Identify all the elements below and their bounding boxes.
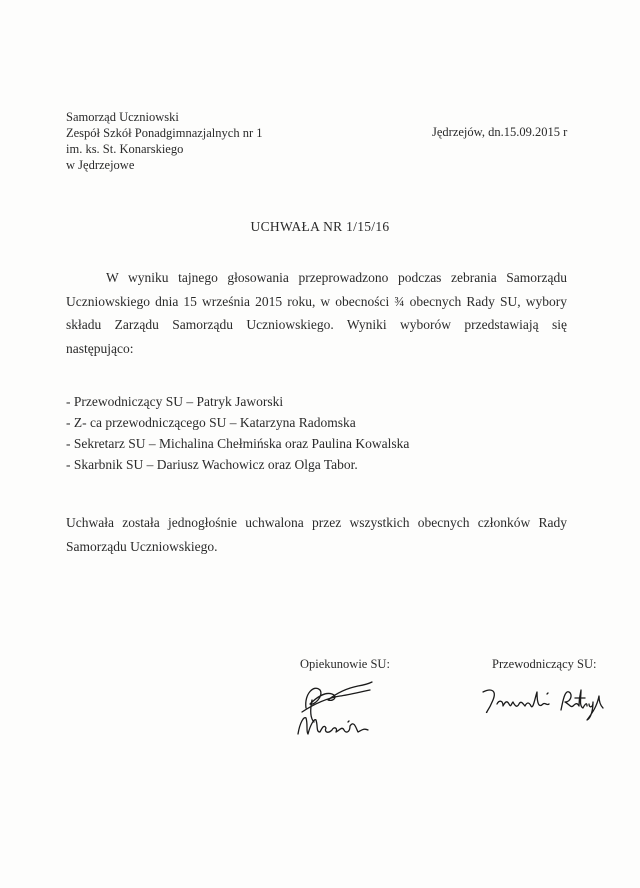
result-item-treasurer: - Skarbnik SU – Dariusz Wachowicz oraz Olga Tabor. [66,457,358,472]
election-results-list [66,391,409,475]
resolution-title: UCHWAŁA NR 1/15/16 [250,219,390,234]
sender-line-organization: Samorząd Uczniowski [66,110,179,124]
closing-paragraph: Uchwała została jednogłośnie uchwalona przez wszystkich obecnych członków Rady Samorządu Uczniowskiego. [66,515,567,554]
place-and-date: Jędrzejów, dn.15.09.2015 r [432,125,568,139]
sender-line-patron: im. ks. St. Konarskiego [66,142,184,156]
guardians-signature-label: Opiekunowie SU: [300,657,390,671]
guardians-handwritten-signature [288,670,378,742]
president-signature-drawing [475,682,605,726]
result-item-secretary: - Sekretarz SU – Michalina Chełmińska oraz Paulina Kowalska [66,436,410,451]
president-handwritten-signature [475,682,605,726]
president-signature-label: Przewodniczący SU: [492,657,597,671]
sender-block [66,109,263,173]
guardians-signature-drawing [288,670,378,742]
result-item-vice-president: - Z- ca przewodniczącego SU – Katarzyna Radomska [66,415,356,430]
result-item-president: - Przewodniczący SU – Patryk Jaworski [66,394,284,409]
body-paragraph: W wyniku tajnego głosowania przeprowadzono podczas zebrania Samorządu Uczniowskiego dnia 15 września 2015 roku, w obecności ¾ obecnych Rady SU, wybory składu Zarządu Samorządu Uczniowskiego. Wyniki wyborów przedstawiają się następująco: [66,270,567,356]
sender-line-town: w Jędrzejowe [66,158,135,172]
sender-line-school: Zespół Szkół Ponadgimnazjalnych nr 1 [66,126,263,140]
